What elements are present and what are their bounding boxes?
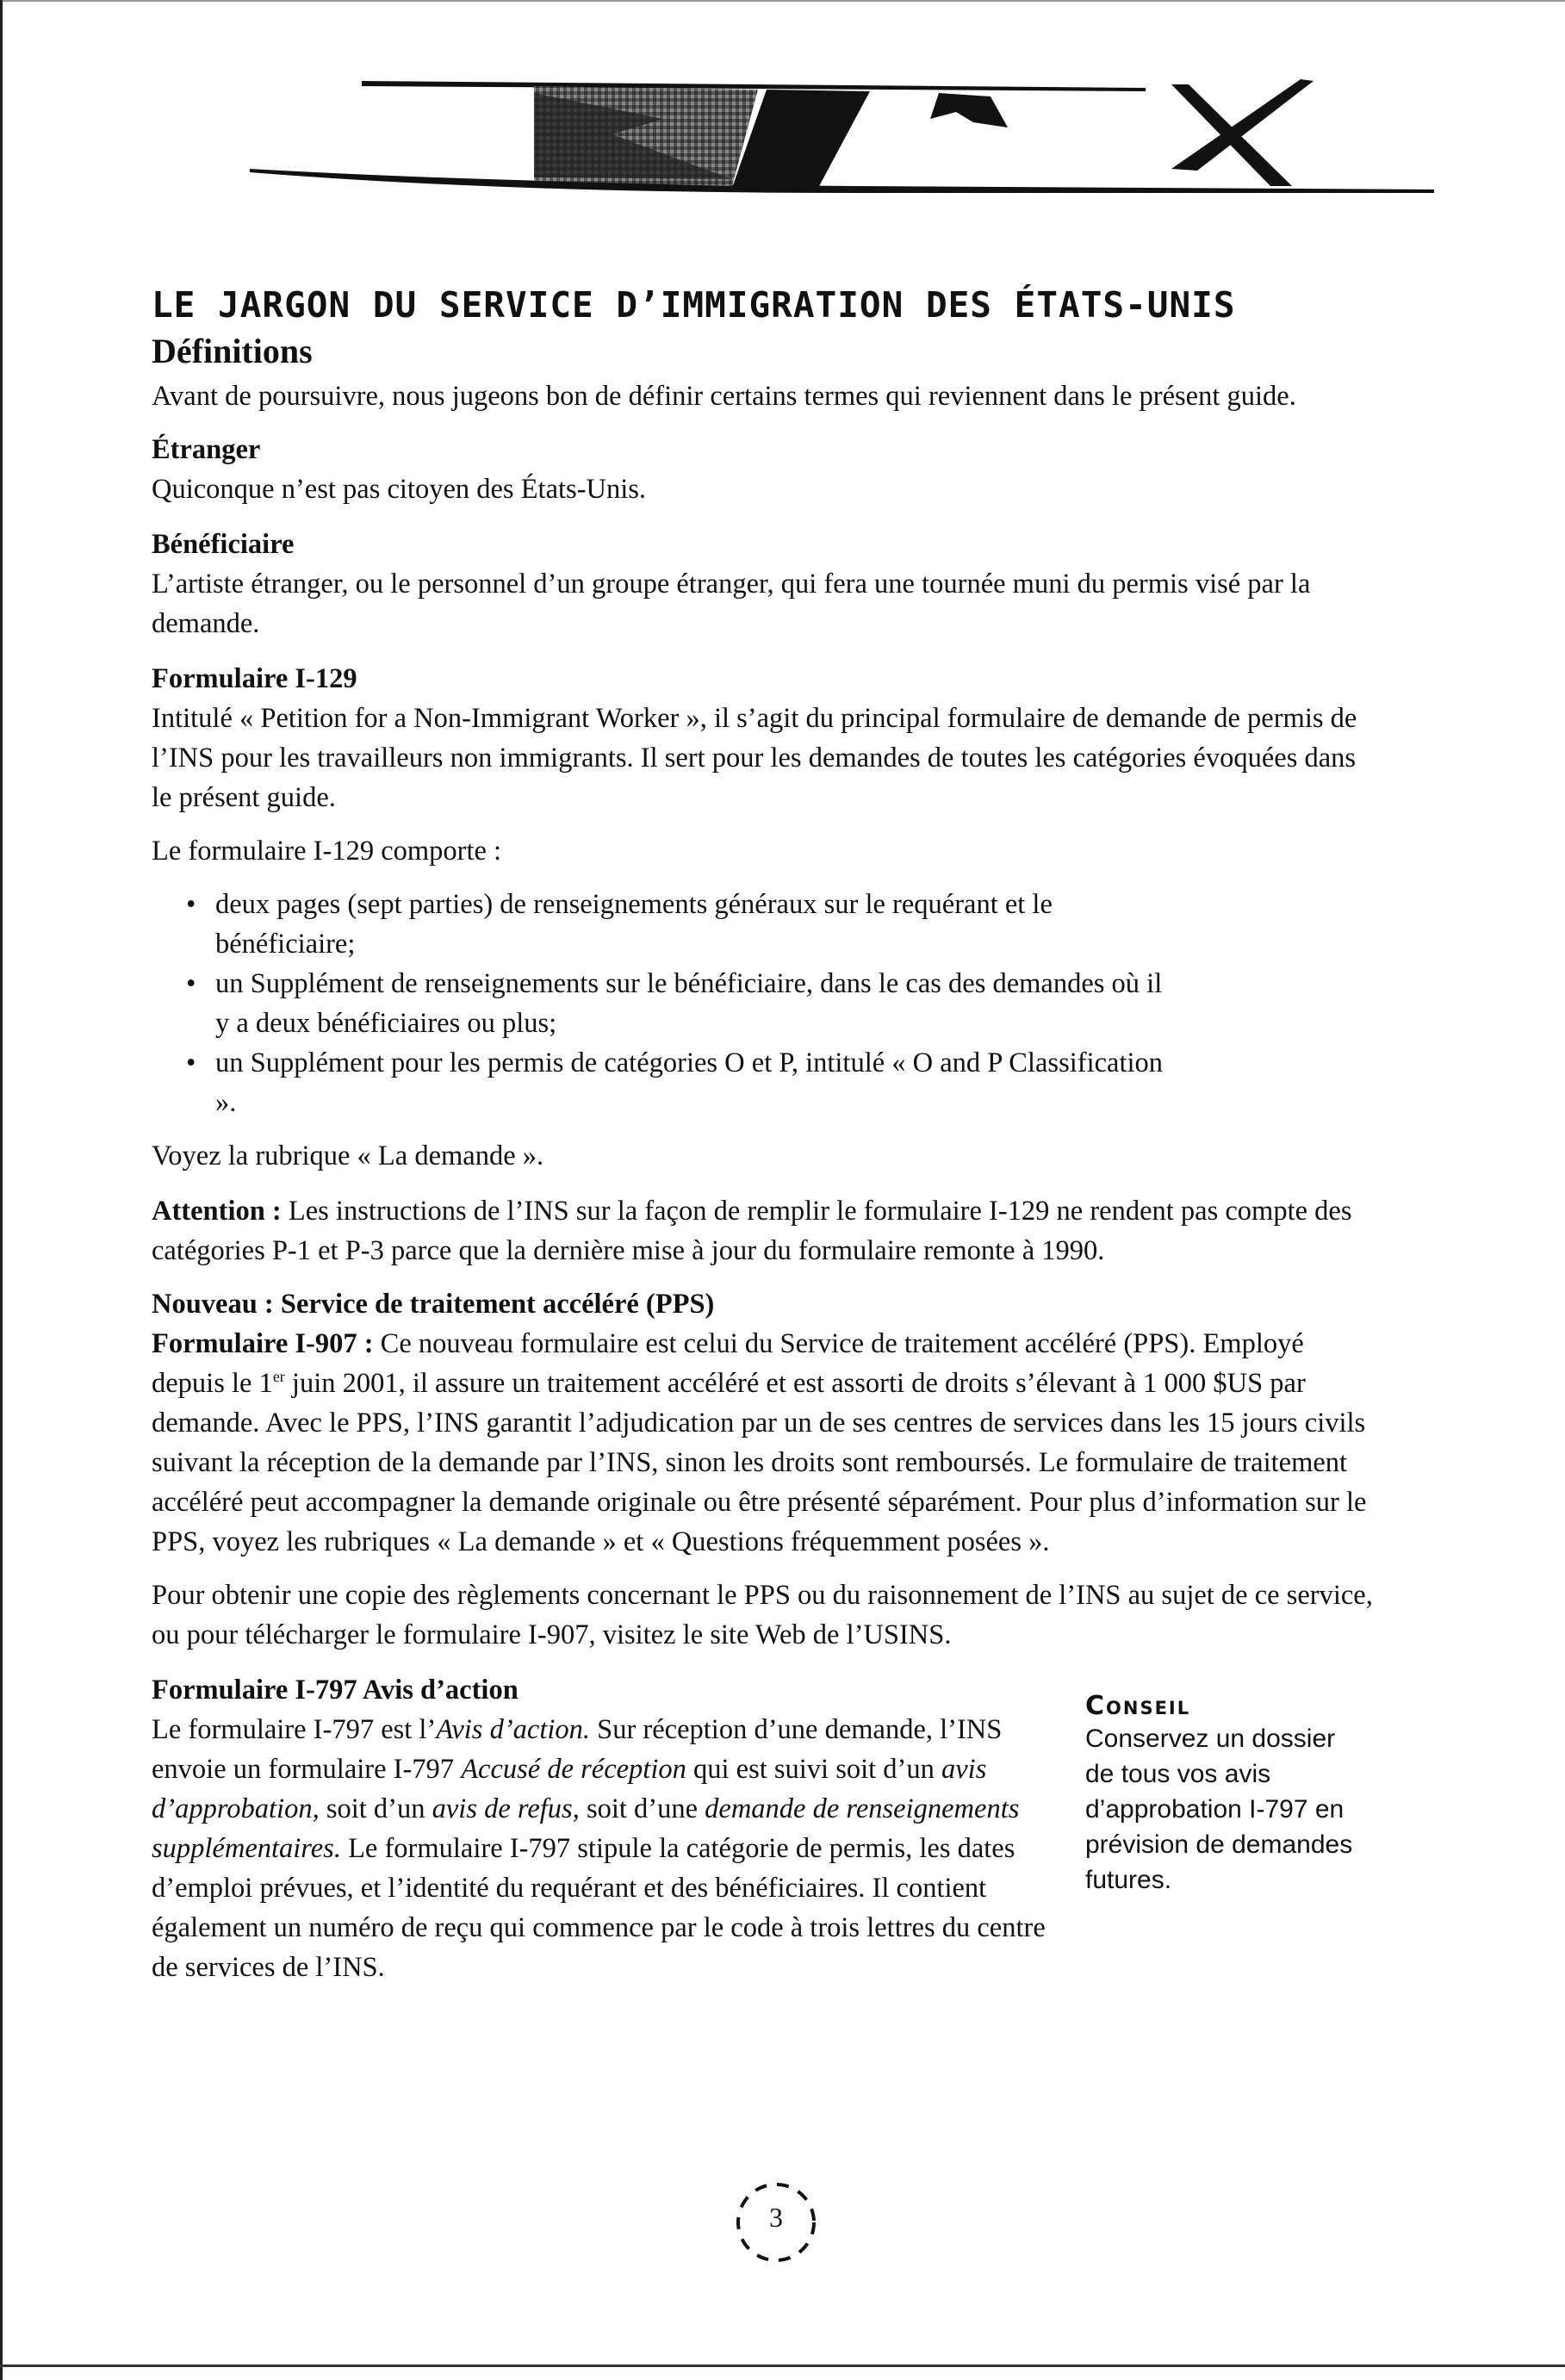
attention-paragraph [152,1191,1375,1271]
main-content [152,284,1375,2001]
bottom-rule [0,2364,1565,2367]
i129-term: Formulaire I-129 [152,663,357,694]
attention-label: Attention : [152,1196,282,1227]
beneficiaire-term: Bénéficiaire [152,529,295,560]
page-number-badge [726,2172,826,2272]
pps-copy: Pour obtenir une copie des règlements concernant le PPS ou du raisonnement de l’INS au sujet de ce service, ou pour télécharger le formulaire I-907, visitez le site Web de l’USINS. [152,1580,1373,1650]
list-item: • un Supplément de renseignements sur le bénéficiaire, dans le cas des demandes où il y a deux bénéficiaires ou plus; [186,964,1168,1043]
pps-text: Formulaire I-907 : Ce nouveau formulaire est celui du Service de traitement accéléré (PPS). Employé depuis le 1er juin 2001, il assure un traitement accéléré et est assorti de droits s’élevant à 1 000 $US par demande. Avec le PPS, l’INS garantit l’adjudication par un de ses centres de services dans les 15 jours civils suivant la réception de la demande par l’INS, sinon les droits sont remboursés. Le formulaire de traitement accéléré peut accompagner la demande originale ou être présenté séparément. Pour plus d’information sur le PPS, voyez les rubriques « La demande » et « Questions fréquemment posées ». [152,1328,1367,1557]
pps-form-label: Formulaire I-907 : [152,1328,374,1359]
page-title: LE JARGON DU SERVICE D’IMMIGRATION DES ÉTATS-UNIS [152,284,1236,326]
i129-text: Intitulé « Petition for a Non-Immigrant Worker », il s’agit du principal formulaire de demande de permis de l’INS pour les travailleurs non immigrants. Il sert pour les demandes de toutes les catégories évoquées dans le présent guide. [152,703,1357,813]
attention-text: Les instructions de l’INS sur la façon de remplir le formulaire I-129 ne rendent pas compte des catégories P-1 et P-3 parce que la dernière mise à jour du formulaire remonte à 1990. [152,1196,1352,1266]
bullet-icon: • [186,968,196,999]
scan-edge-top [0,0,1565,2]
scan-edge-left [0,0,3,2380]
i129-bullet-list [152,885,1168,1122]
beneficiaire-section [152,525,1375,643]
etranger-section [152,430,1375,509]
conseil-text: Conservez un dossier de tous vos avis d’approbation I-797 en prévision de demandes futures. [1085,1724,1353,1894]
beneficiaire-text: L’artiste étranger, ou le personnel d’un groupe étranger, qui fera une tournée muni du permis visé par la demande. [152,569,1311,639]
pps-heading: Nouveau : Service de traitement accéléré (PPS) [152,1289,715,1320]
decorative-banner [250,67,1434,205]
i129-section [152,659,1375,1176]
pps-section [152,1284,1375,1655]
list-item: • un Supplément pour les permis de catégories O et P, intitulé « O and P Classification ». [186,1043,1168,1122]
intro-paragraph: Avant de poursuivre, nous jugeons bon de définir certains termes qui reviennent dans le présent guide. [152,381,1296,412]
conseil-title: Conseil [1085,1691,1191,1721]
definitions-heading: Définitions [152,332,313,370]
etranger-term: Étranger [152,434,261,465]
bullet-icon: • [186,1047,196,1078]
i797-term: Formulaire I-797 Avis d’action [152,1675,519,1706]
bullet-icon: • [186,889,196,920]
conseil-sidebar [1085,1691,1361,1898]
i797-section [152,1670,1047,1987]
page-number: 3 [769,2202,783,2233]
i129-comporte: Le formulaire I-129 comporte : [152,836,502,867]
i797-area [152,1670,1375,1987]
i797-text: Le formulaire I-797 est l’Avis d’action. Sur réception d’une demande, l’INS envoie un formulaire I-797 Accusé de réception qui est suivi soit d’un avis d’approbation, soit d’un avis de refus, soit d’une demande de renseignements supplémentaires. Le formulaire I-797 stipule la catégorie de permis, les dates d’emploi prévues, et l’identité du requérant et des bénéficiaires. Il contient également un numéro de reçu qui commence par le code à trois lettres du centre de services de l’INS. [152,1714,1046,1983]
list-item: • deux pages (sept parties) de renseignements généraux sur le requérant et le bénéficiaire; [186,885,1168,964]
etranger-text: Quiconque n’est pas citoyen des États-Unis. [152,474,647,505]
i129-voyez: Voyez la rubrique « La demande ». [152,1140,544,1171]
